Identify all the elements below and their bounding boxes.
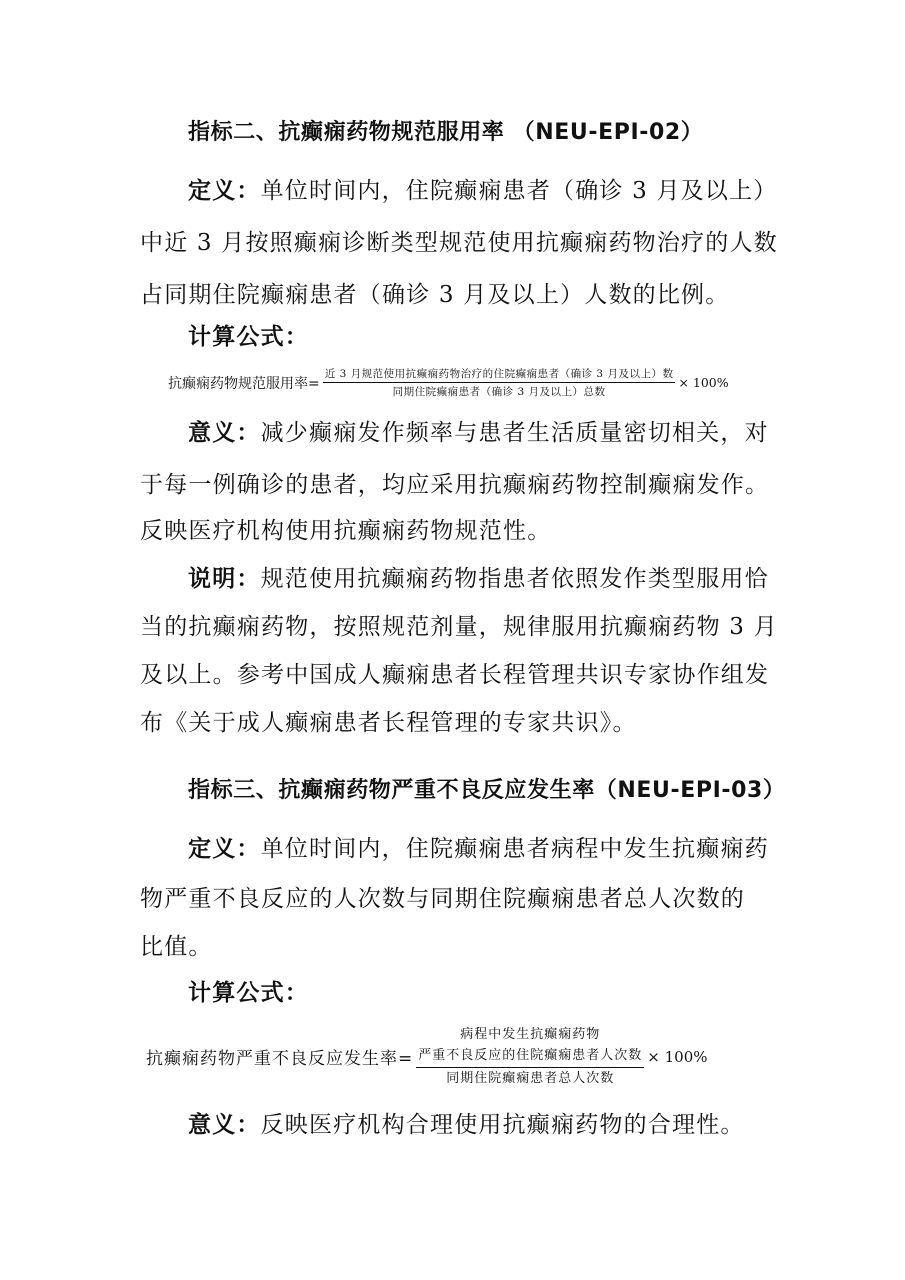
significance-label: 意义： <box>188 420 261 446</box>
section2-note-line1 <box>188 564 828 594</box>
section3-formula-label: 计算公式： <box>188 980 309 1006</box>
formula-multiplier: × 100% <box>678 375 729 390</box>
formula-denominator: 同期住院癫痫患者总人次数 <box>446 1071 615 1086</box>
note-text: 规范使用抗癫痫药物指患者依照发作类型服用恰 <box>260 566 769 592</box>
section2-note-line4: 布《关于成人癫痫患者长程管理的专家共识》。 <box>140 710 637 736</box>
formula-denominator: 同期住院癫痫患者（确诊 3 月及以上）总数 <box>392 386 606 398</box>
note-label: 说明： <box>188 566 261 592</box>
definition-text: 单位时间内，住院癫痫患者（确诊 3 月及以上） <box>260 178 778 204</box>
section3-significance-line1 <box>188 1110 828 1140</box>
significance-text: 减少癫痫发作频率与患者生活质量密切相关，对 <box>260 420 769 446</box>
section2-note-line3: 及以上。参考中国成人癫痫患者长程管理共识专家协作组发 <box>140 662 770 688</box>
formula-lhs: 抗癫痫药物严重不良反应发生率= <box>146 1049 414 1069</box>
section2-definition-line2: 中近 3 月按照癫痫诊断类型规范使用抗癫痫药物治疗的人数 <box>140 230 778 256</box>
significance-label: 意义： <box>188 1112 261 1138</box>
formula-fraction <box>416 1024 644 1089</box>
section2-definition-line3: 占同期住院癫痫患者（确诊 3 月及以上）人数的比例。 <box>140 282 730 308</box>
section2-definition-line1 <box>188 176 828 206</box>
section2-significance-line3: 反映医疗机构使用抗癫痫药物规范性。 <box>140 518 552 544</box>
definition-label: 定义： <box>188 836 261 862</box>
section3-definition-line3: 比值。 <box>140 934 213 960</box>
formula-lhs: 抗癫痫药物规范服用率= <box>168 375 320 392</box>
formula-numerator-top: 病程中发生抗癫痫药物 <box>460 1027 601 1042</box>
formula-numerator: 近 3 月规范使用抗癫痫药物治疗的住院癫痫患者（确诊 3 月及以上）数 <box>323 366 676 383</box>
formula-multiplier: × 100% <box>647 1047 708 1066</box>
formula-fraction <box>323 366 676 399</box>
formula-numerator: 严重不良反应的住院癫痫患者人次数 <box>416 1046 644 1068</box>
section2-formula-label: 计算公式： <box>188 324 309 350</box>
section3-heading: 指标三、抗癫痫药物严重不良反应发生率（NEU-EPI-03） <box>188 778 786 803</box>
significance-text: 反映医疗机构合理使用抗癫痫药物的合理性。 <box>260 1112 745 1138</box>
section2-formula <box>168 366 729 399</box>
section2-significance-line2: 于每一例确诊的患者，均应采用抗癫痫药物控制癫痫发作。 <box>140 472 770 498</box>
section3-formula <box>146 1024 708 1089</box>
section2-note-line2: 当的抗癫痫药物，按照规范剂量，规律服用抗癫痫药物 3 月 <box>140 614 778 640</box>
section3-definition-line1 <box>188 834 828 864</box>
section2-heading: 指标二、抗癫痫药物规范服用率 （NEU-EPI-02） <box>188 120 704 145</box>
definition-label: 定义： <box>188 178 261 204</box>
definition-text: 单位时间内，住院癫痫患者病程中发生抗癫痫药 <box>260 836 769 862</box>
section2-significance-line1 <box>188 418 828 448</box>
section3-definition-line2: 物严重不良反应的人次数与同期住院癫痫患者总人次数的 <box>140 886 745 912</box>
